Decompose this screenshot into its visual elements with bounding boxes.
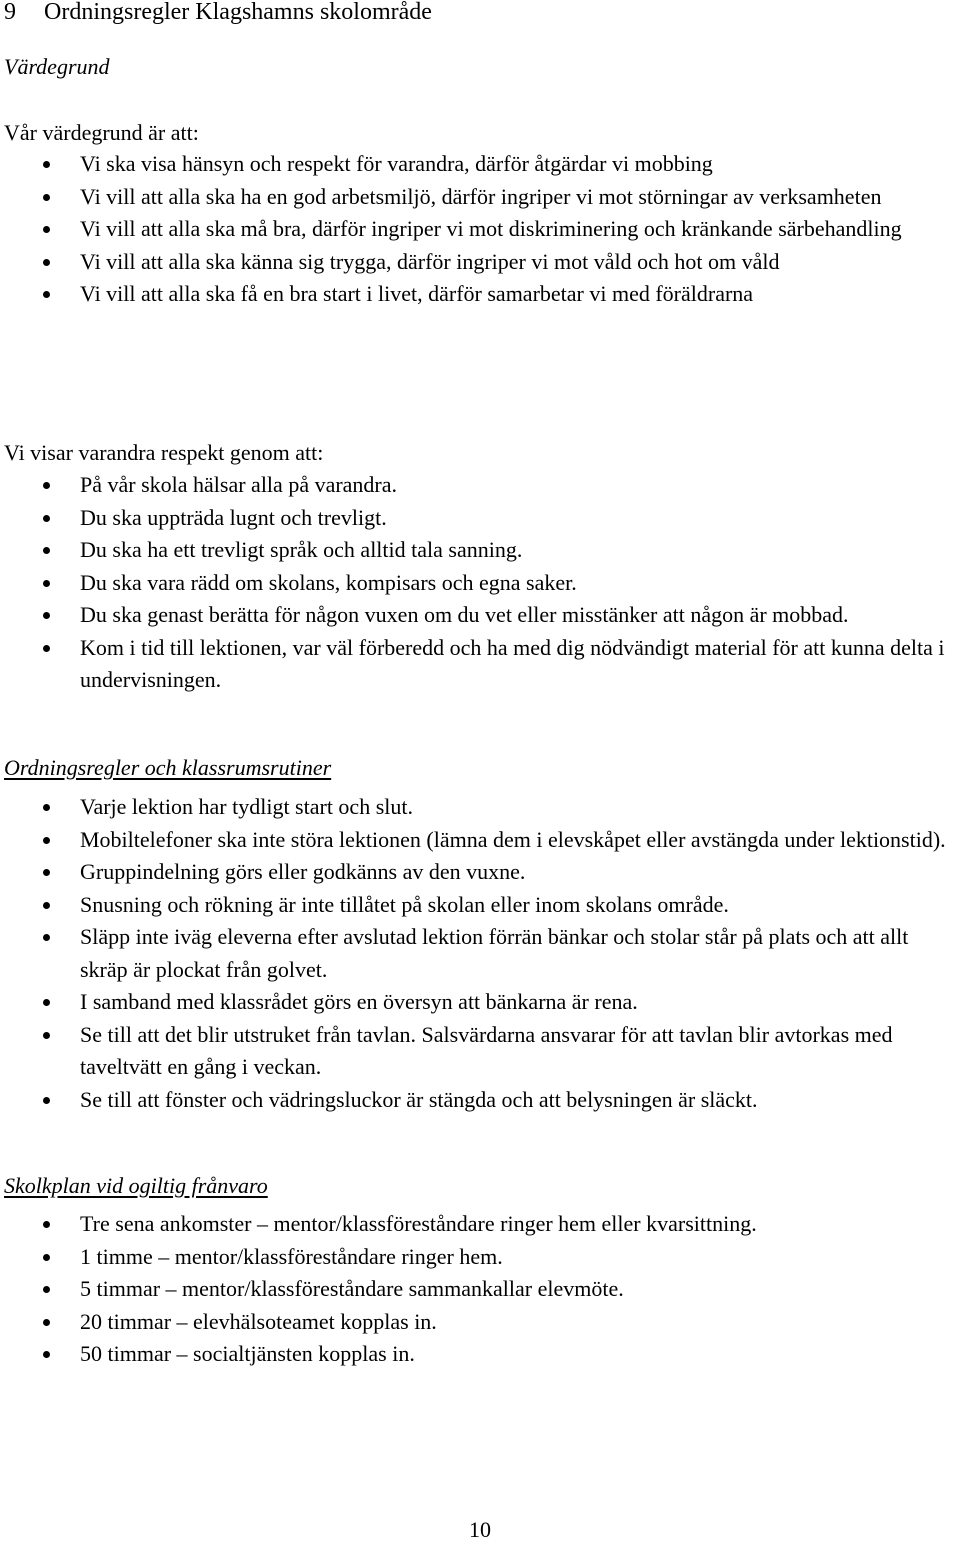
list-item: Varje lektion har tydligt start och slut. (0, 791, 960, 824)
list-item: Se till att det blir utstruket från tavlan. Salsvärdarna ansvarar för att tavlan blir avtorkas med taveltvätt en gång i veckan. (0, 1019, 960, 1084)
list-item: 1 timme – mentor/klassföreståndare ringer hem. (0, 1241, 960, 1274)
bullet-icon (43, 515, 50, 522)
bullet-icon (43, 804, 50, 811)
list-item: Tre sena ankomster – mentor/klassföreståndare ringer hem eller kvarsittning. (0, 1208, 960, 1241)
ordningsregler-title: Ordningsregler och klassrumsrutiner (4, 755, 332, 780)
list-item: Snusning och rökning är inte tillåtet på skolan eller inom skolans område. (0, 889, 960, 922)
bullet-icon (43, 1319, 50, 1326)
section-heading (4, 0, 432, 29)
list-item: Du ska vara rädd om skolans, kompisars och egna saker. (0, 567, 960, 600)
list-item: Släpp inte iväg eleverna efter avslutad lektion förrän bänkar och stolar står på plats och att allt skräp är plockat från golvet. (0, 921, 960, 986)
list-item: Vi vill att alla ska må bra, därför ingriper vi mot diskriminering och kränkande särbehandling (0, 213, 960, 246)
bullet-icon (43, 934, 50, 941)
bullet-icon (43, 1221, 50, 1228)
bullet-icon (43, 612, 50, 619)
bullet-icon (43, 1254, 50, 1261)
list-item: Se till att fönster och vädringsluckor är stängda och att belysningen är släckt. (0, 1084, 960, 1117)
list-item: Du ska uppträda lugnt och trevligt. (0, 502, 960, 535)
list-item: 50 timmar – socialtjänsten kopplas in. (0, 1338, 960, 1371)
bullet-icon (43, 645, 50, 652)
bullet-icon (43, 1032, 50, 1039)
bullet-icon (43, 194, 50, 201)
bullet-icon (43, 161, 50, 168)
bullet-icon (43, 226, 50, 233)
bullet-icon (43, 482, 50, 489)
list-item: Mobiltelefoner ska inte störa lektionen (lämna dem i elevskåpet eller avstängda under lektionstid). (0, 824, 960, 857)
respekt-list (0, 469, 960, 697)
list-item: Vi vill att alla ska få en bra start i livet, därför samarbetar vi med föräldrarna (0, 278, 960, 311)
bullet-icon (43, 1351, 50, 1358)
list-item: På vår skola hälsar alla på varandra. (0, 469, 960, 502)
list-item: Vi vill att alla ska ha en god arbetsmiljö, därför ingriper vi mot störningar av verksamheten (0, 181, 960, 214)
list-item: Kom i tid till lektionen, var väl förberedd och ha med dig nödvändigt material för att kunna delta i undervisningen. (0, 632, 960, 697)
list-item: I samband med klassrådet görs en översyn att bänkarna är rena. (0, 986, 960, 1019)
bullet-icon (43, 259, 50, 266)
list-item: 20 timmar – elevhälsoteamet kopplas in. (0, 1306, 960, 1339)
bullet-icon (43, 1286, 50, 1293)
skolkplan-list (0, 1208, 960, 1371)
bullet-icon (43, 1097, 50, 1104)
bullet-icon (43, 547, 50, 554)
section-number: 9 (4, 0, 16, 25)
page-number: 10 (469, 1517, 491, 1542)
list-item: Du ska genast berätta för någon vuxen om du vet eller misstänker att någon är mobbad. (0, 599, 960, 632)
list-item: Vi ska visa hänsyn och respekt för varandra, därför åtgärdar vi mobbing (0, 148, 960, 181)
vardegrund-title: Värdegrund (4, 54, 110, 79)
list-item: Gruppindelning görs eller godkänns av den vuxne. (0, 856, 960, 889)
list-item: Vi vill att alla ska känna sig trygga, därför ingriper vi mot våld och hot om våld (0, 246, 960, 279)
respekt-intro: Vi visar varandra respekt genom att: (4, 440, 324, 465)
bullet-icon (43, 291, 50, 298)
ordningsregler-list (0, 791, 960, 1116)
bullet-icon (43, 837, 50, 844)
section-title: Ordningsregler Klagshamns skolområde (44, 0, 432, 25)
bullet-icon (43, 902, 50, 909)
vardegrund-intro: Vår värdegrund är att: (4, 120, 199, 145)
skolkplan-title: Skolkplan vid ogiltig frånvaro (4, 1173, 268, 1198)
list-item: Du ska ha ett trevligt språk och alltid tala sanning. (0, 534, 960, 567)
bullet-icon (43, 869, 50, 876)
list-item: 5 timmar – mentor/klassföreståndare sammankallar elevmöte. (0, 1273, 960, 1306)
bullet-icon (43, 999, 50, 1006)
vardegrund-list (0, 148, 960, 311)
bullet-icon (43, 580, 50, 587)
